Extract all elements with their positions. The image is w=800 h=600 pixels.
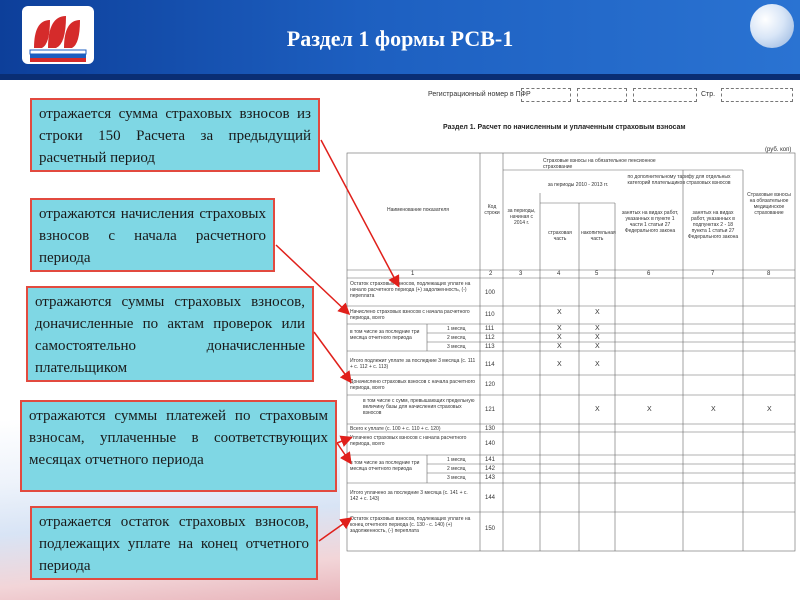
- row-130-name: Всего к уплате (с. 100 + с. 110 + с. 120): [350, 426, 441, 432]
- globe-icon: [750, 4, 794, 48]
- row-143-name: 3 месяц: [447, 475, 466, 481]
- row-142-name: 2 месяц: [447, 466, 466, 472]
- x-mark: X: [557, 309, 562, 316]
- col-2014-header: за периоды, начиная с 2014 г.: [507, 208, 536, 226]
- row-140-name: Уплачено страховых взносов с начала расчетного периода, всего: [350, 435, 467, 447]
- row-112-name: 2 месяц: [447, 335, 466, 341]
- row-140-code: 140: [485, 441, 496, 447]
- row-111-name: 1 месяц: [447, 326, 466, 332]
- row-130-code: 130: [485, 426, 496, 432]
- row-100-code: 100: [485, 290, 496, 296]
- row-120-name: Доначислено страховых взносов с начала расчетного периода, всего: [350, 379, 476, 391]
- col-number: 1: [411, 271, 415, 277]
- row-141-code: 141: [485, 457, 496, 463]
- row-100-name: Остаток страховых взносов, подлежащих уплате на начало расчетного периода (+) задолженность, (-) переплата: [350, 281, 471, 299]
- row-113-name: 3 месяц: [447, 344, 466, 350]
- rsv1-form-document: [343, 80, 800, 555]
- row-143-code: 143: [485, 475, 496, 481]
- x-mark: X: [595, 343, 600, 350]
- col-number: 3: [519, 271, 523, 277]
- col-group-opс: Страховые взносы на обязательное пенсионное страхование: [543, 158, 656, 170]
- row-144-name: Итого уплачено за последние 3 месяца (с. 141 + с. 142 + с. 143): [350, 490, 468, 502]
- col-number: 5: [595, 271, 599, 277]
- col-addl-a-header: занятых на видах работ, указанных в пункте 1 части 1 статьи 27 Федерального закона: [621, 210, 679, 234]
- row-110-name: Начислено страховых взносов с начала расчетного периода, всего: [350, 309, 470, 321]
- col-addl-b-header: занятых на видах работ, указанных в подпунктах 2 - 18 пункта 1 статьи 27 Федерального закона: [687, 210, 739, 240]
- x-mark: X: [557, 325, 562, 332]
- x-mark: X: [595, 334, 600, 341]
- row-110-code: 110: [485, 312, 495, 318]
- col-number: 4: [557, 271, 561, 277]
- x-mark: X: [595, 406, 600, 413]
- row-144-code: 144: [485, 495, 496, 501]
- callout-row-100: отражается сумма страховых взносов из строки 150 Расчета за предыдущий расчетный период: [30, 98, 320, 172]
- x-mark: X: [711, 406, 716, 413]
- reg-number-label: Регистрационный номер в ПФР: [428, 91, 531, 98]
- x-mark: X: [557, 343, 562, 350]
- x-mark: X: [595, 361, 600, 368]
- col-group-oms: Страховые взносы на обязательное медицинское страхование: [747, 192, 791, 216]
- row-113-code: 113: [485, 344, 495, 350]
- row-111-code: 111: [485, 326, 495, 332]
- x-mark: X: [557, 334, 562, 341]
- x-mark: X: [767, 406, 772, 413]
- col-number: 8: [767, 271, 771, 277]
- col-2010-header: за периоды 2010 - 2013 гг.: [547, 182, 609, 188]
- callout-row-120: отражаются суммы страховых взносов, доначисленные по актам проверок или самостоятельно доначисленные плательщиком: [26, 286, 314, 382]
- row-120-code: 120: [485, 382, 496, 388]
- x-mark: X: [595, 309, 600, 316]
- row-150-name: Остаток страховых взносов, подлежащих уплате на конец отчетного периода (с. 130 - с. 140) (+) задолженность, (-) переплата: [350, 516, 471, 534]
- unit-label: (руб. коп): [765, 147, 792, 153]
- col-funded-header: накопительная часть: [581, 230, 616, 242]
- row-114-name: Итого подлежит уплате за последние 3 месяца (с. 111 + с. 112 + с. 113): [350, 358, 476, 370]
- row-sub-note: в том числе за последние три месяца отчетного периода: [350, 460, 420, 472]
- section-title: Раздел 1. Расчет по начисленным и уплаченным страховым взносам: [443, 124, 686, 131]
- col-insur-header: страховая часть: [548, 230, 572, 242]
- col-number: 2: [489, 271, 493, 277]
- col-addl-header: по дополнительному тарифу для отдельных категорий плательщиков страховых взносов: [627, 174, 731, 186]
- page-title: Раздел 1 формы РСВ-1: [286, 26, 514, 51]
- x-mark: X: [557, 361, 562, 368]
- row-141-name: 1 месяц: [447, 457, 466, 463]
- callout-row-140: отражаются суммы платежей по страховым взносам, уплаченные в соответствующих месяцах отчетного периода: [20, 400, 337, 492]
- page-label: Стр.: [701, 91, 716, 98]
- row-112-code: 112: [485, 335, 495, 341]
- x-mark: X: [595, 325, 600, 332]
- row-121-code: 121: [485, 407, 496, 413]
- col-code-header: Код строки: [484, 204, 500, 216]
- row-121-name: в том числе с сумм, превышающих предельную величину базы для начисления страховых взносов: [363, 398, 475, 416]
- col-name-header: Наименование показателя: [387, 207, 449, 213]
- col-number: 7: [711, 271, 715, 277]
- callout-row-110: отражаются начисления страховых взносов с начала расчетного периода: [30, 198, 275, 272]
- row-sub-note: в том числе за последние три месяца отчетного периода: [350, 329, 420, 341]
- col-number: 6: [647, 271, 651, 277]
- callout-row-150: отражается остаток страховых взносов, подлежащих уплате на конец отчетного периода: [30, 506, 318, 580]
- x-mark: X: [647, 406, 652, 413]
- row-114-code: 114: [485, 362, 495, 368]
- row-150-code: 150: [485, 526, 496, 532]
- row-142-code: 142: [485, 466, 496, 472]
